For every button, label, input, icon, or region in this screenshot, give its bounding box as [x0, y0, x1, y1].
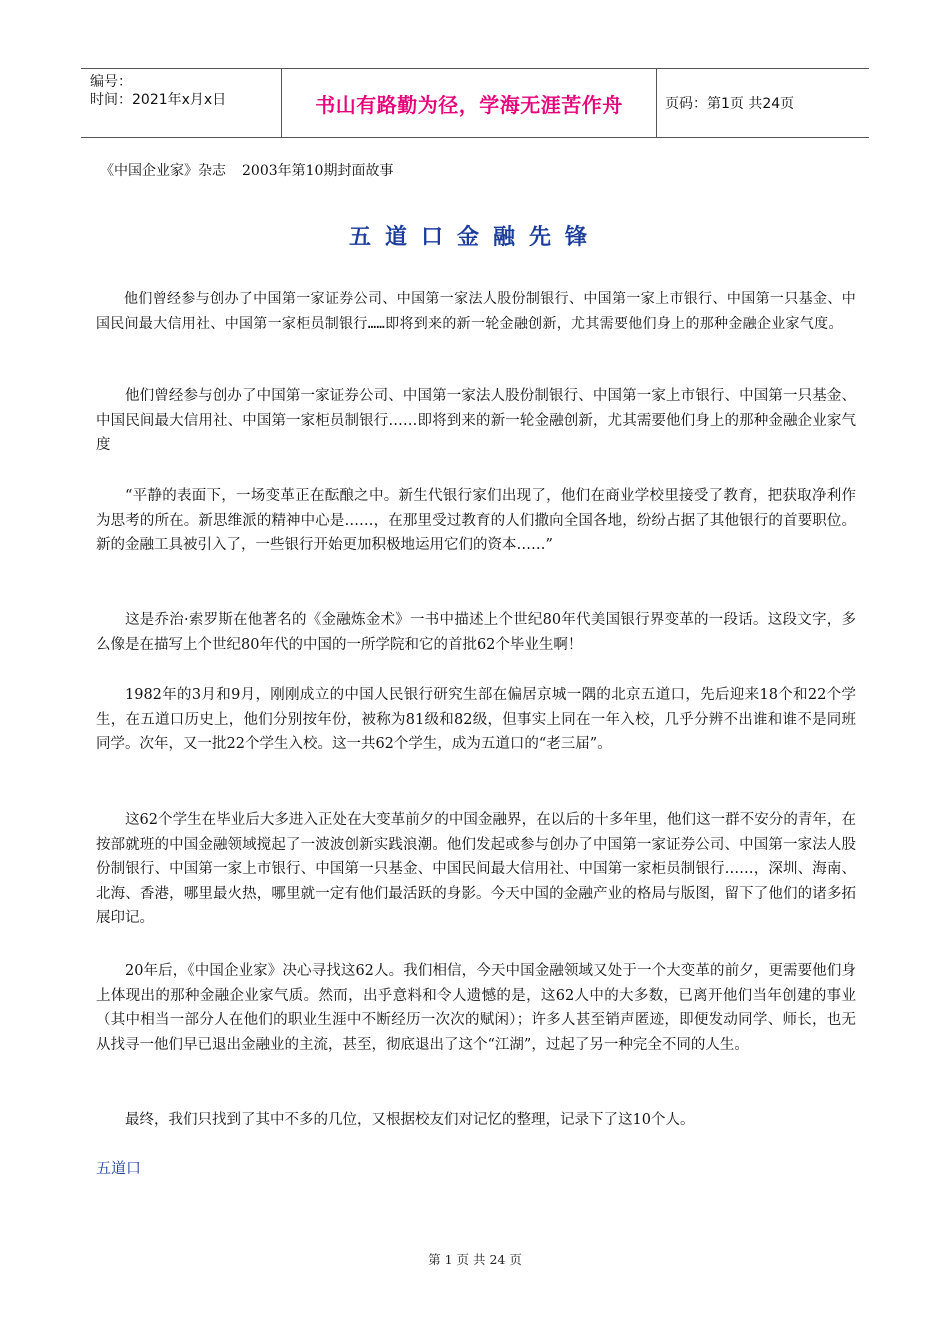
paragraph-2-quote: “平静的表面下，一场变革正在酝酿之中。新生代银行家们出现了，他们在商业学校里接受了教育，把获取净利作为思考的所在。新思维派的精神中心是……，在那里受过教育的人们撒向全国各地，纷纷占据了其他银行的首要职位。新的金融工具被引入了，一些银行开始更加积极地运用它们的资本……” [96, 488, 856, 553]
source-magazine: 《中国企业家》杂志 [100, 163, 226, 179]
paragraph-6: 20年后，《中国企业家》决心寻找这62人。我们相信，今天中国金融领域又处于一个大变革的前夕，更需要他们身上体现出的那种金融企业家气质。然而，出乎意料和令人遗憾的是，这62人中的大多数，已离开他们当年创建的事业（其中相当一部分人在他们的职业生涯中不断经历一次次的赋闲）；许多人甚至销声匿迹，即便发动同学、师长，也无从找寻一他们早已退出金融业的主流，甚至，彻底退出了这个“江湖”，过起了另一种完全不同的人生。 [96, 963, 856, 1053]
document-header [81, 68, 869, 138]
source-line [100, 160, 393, 180]
article-title: 五道口金融先锋 [348, 225, 601, 250]
header-motto-cell [281, 69, 657, 137]
header-meta [81, 69, 281, 137]
section-heading: 五道口 [96, 1159, 142, 1177]
paragraph-1: 他们曾经参与创办了中国第一家证券公司、中国第一家法人股份制银行、中国第一家上市银行、中国第一只基金、中国民间最大信用社、中国第一家柜员制银行……即将到来的新一轮金融创新，尤其需要他们身上的那种金融企业家气度 [96, 388, 856, 453]
document-number-label: 编号： [90, 74, 132, 90]
paragraph-5: 这62个学生在毕业后大多进入正处在大变革前夕的中国金融界，在以后的十多年里，他们这一群不安分的青年，在按部就班的中国金融领域搅起了一波波创新实践浪潮。他们发起或参与创办了中国第一家证券公司、中国第一家法人股份制银行、中国第一家上市银行、中国第一只基金、中国民间最大信用社、中国第一家柜员制银行……，深圳、海南、北海、香港，哪里最火热，哪里就一定有他们最活跃的身影。今天中国的金融产业的格局与版图，留下了他们的诸多拓展印记。 [96, 812, 856, 926]
lead-paragraph: 他们曾经参与创办了中国第一家证券公司、中国第一家法人股份制银行、中国第一家上市银行、中国第一只基金、中国民间最大信用社、中国第一家柜员制银行……即将到来的新一轮金融创新，尤其需要他们身上的那种金融企业家气度。 [96, 291, 856, 332]
header-motto: 书山有路勤为径，学海无涯苦作舟 [315, 92, 623, 117]
source-issue: 2003年第10期封面故事 [242, 163, 394, 179]
document-date: 时间：2021年x月x日 [90, 92, 227, 108]
paragraph-7: 最终，我们只找到了其中不多的几位，又根据校友们对记忆的整理，记录下了这10个人。 [125, 1112, 695, 1128]
paragraph-4: 1982年的3月和9月，刚刚成立的中国人民银行研究生部在偏居京城一隅的北京五道口，先后迎来18个和22个学生，在五道口历史上，他们分别按年份，被称为81级和82级，但事实上同在一年入校，几乎分辨不出谁和谁不是同班同学。次年，又一批22个学生入校。这一共62个学生，成为五道口的“老三届”。 [96, 687, 856, 752]
header-page-info: 页码：第1页 共24页 [665, 96, 795, 112]
paragraph-3: 这是乔治·索罗斯在他著名的《金融炼金术》一书中描述上个世纪80年代美国银行界变革的一段话。这段文字，多么像是在描写上个世纪80年代的中国的一所学院和它的首批62个毕业生啊！ [96, 612, 856, 653]
page-footer: 第 1 页 共 24 页 [428, 1252, 522, 1267]
